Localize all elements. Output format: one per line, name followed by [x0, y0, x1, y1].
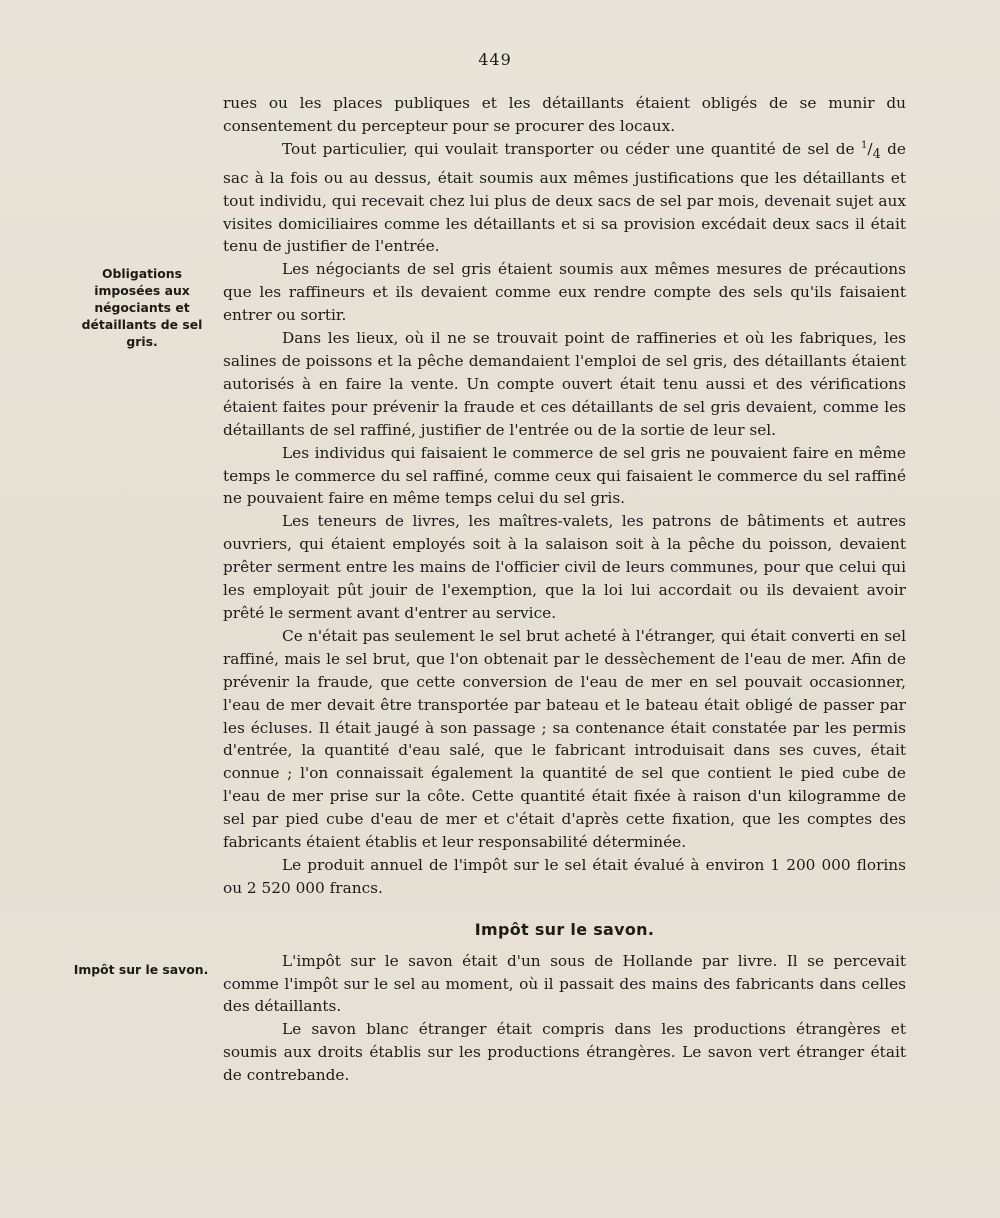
paragraph-2-start: Tout particulier, qui voulait transporter ou céder une quantité de sel de [282, 139, 862, 158]
page-number: 449 [478, 50, 512, 69]
paragraph-4: Dans les lieux, où il ne se trouvait point de raffineries et où les fabriques, les salines de poissons et la pêche demandaient l'emploi de sel gris, des détaillants étaient autorisés à en faire la vente. Un compte ouvert était tenu aussi et des vérifications étaient faites pour prévenir la fraude et ces détaillants de sel gris devaient, comme les détaillants de sel raffiné, justifier de l'entrée ou de la sortie de leur sel. [223, 329, 906, 439]
paragraph-3: Les négociants de sel gris étaient soumis aux mêmes mesures de précautions que les raffineurs et ils devaient comme eux rendre compte des sels qu'ils faisaient entrer ou sortir. [223, 260, 906, 325]
paragraph-2: Tout particulier, qui voulait transporter ou céder une quantité de sel de $^1/_4$ de sac à la fois ou au dessus, était soumis aux mêmes justifications que les détaillants et tout individu, qui recevait chez lui plus de deux sacs de sel par mois, devenait sujet aux visites domiciliaires comme les détaillants et si sa provision excédait deux sacs il était tenu de justifier de l'entrée. [223, 139, 906, 256]
sidenote-impot-savon: Impôt sur le savon. [73, 962, 209, 977]
section-heading-savon: Impôt sur le savon. [474, 919, 655, 939]
paragraph-7: Ce n'était pas seulement le sel brut acheté à l'étranger, qui était converti en sel raffiné, mais le sel brut, que l'on obtenait par le dessèchement de l'eau de mer. Afin de prévenir la fraude, que cette conversion de l'eau de mer en sel pouvait occasionner, l'eau de mer devait être transportée par bateau et le bateau était obligé de passer par les écluses. Il était jaugé à son passage ; sa contenance était constatée par les permis d'entrée, la quantité d'eau salé, que le fabricant introduisait dans ses cuves, était connue ; l'on connaissait également la quantité de sel que contient le pied cube de l'eau de mer prise sur la côte. Cette quantité était fixée à raison d'un kilogramme de sel par pied cube d'eau de mer et c'était d'après cette fixation, que les comptes des fabricants étaient établis et leur responsabilité déterminée. [223, 626, 906, 852]
fraction-numerator: 1 [861, 139, 868, 151]
paragraph-9: L'impôt sur le savon était d'un sous de Hollande par livre. Il se percevait comme l'impôt sur le sel au moment, où il passait des mains des fabricants dans celles des détaillants. [223, 951, 906, 1016]
sidenote-obligations: Obligations imposées aux négociants et détaillants de sel gris. [81, 266, 203, 349]
paragraph-10: Le savon blanc étranger était compris dans les productions étrangères et soumis aux droits établis sur les productions étrangères. Le savon vert étranger était de contrebande. [223, 1020, 906, 1085]
paragraph-6: Les teneurs de livres, les maîtres-valets, les patrons de bâtiments et autres ouvriers, qui étaient employés soit à la salaison soit à la pêche du poisson, devaient prêter serment entre les mains de l'officier civil de leurs communes, pour que celui qui les employait pût jouir de l'exemption, que la loi lui accordait ou ils devaient avoir prêté le serment avant d'entrer au service. [223, 512, 906, 622]
fraction-denominator: 4 [872, 146, 881, 162]
paragraph-8: Le produit annuel de l'impôt sur le sel était évalué à environ 1 200 000 florins ou 2 520 000 francs. [223, 855, 906, 897]
paragraph-2-end: de sac à la fois ou au dessus, était soumis aux mêmes justifications que les détaillants et tout individu, qui recevait chez lui plus de deux sacs de sel par mois, devenait sujet aux visites domiciliaires comme les détaillants et si sa provision excédait deux sacs il était tenu de justifier de l'entrée. [223, 139, 906, 256]
paragraph-5: Les individus qui faisaient le commerce de sel gris ne pouvaient faire en même temps le commerce du sel raffiné, comme ceux qui faisaient le commerce du sel raffiné ne pouvaient faire en même temps celui du sel gris. [223, 443, 906, 508]
paragraph-1: rues ou les places publiques et les détaillants étaient obligés de se munir du consentement du percepteur pour se procurer des locaux. [223, 94, 906, 135]
main-text [223, 92, 906, 1087]
